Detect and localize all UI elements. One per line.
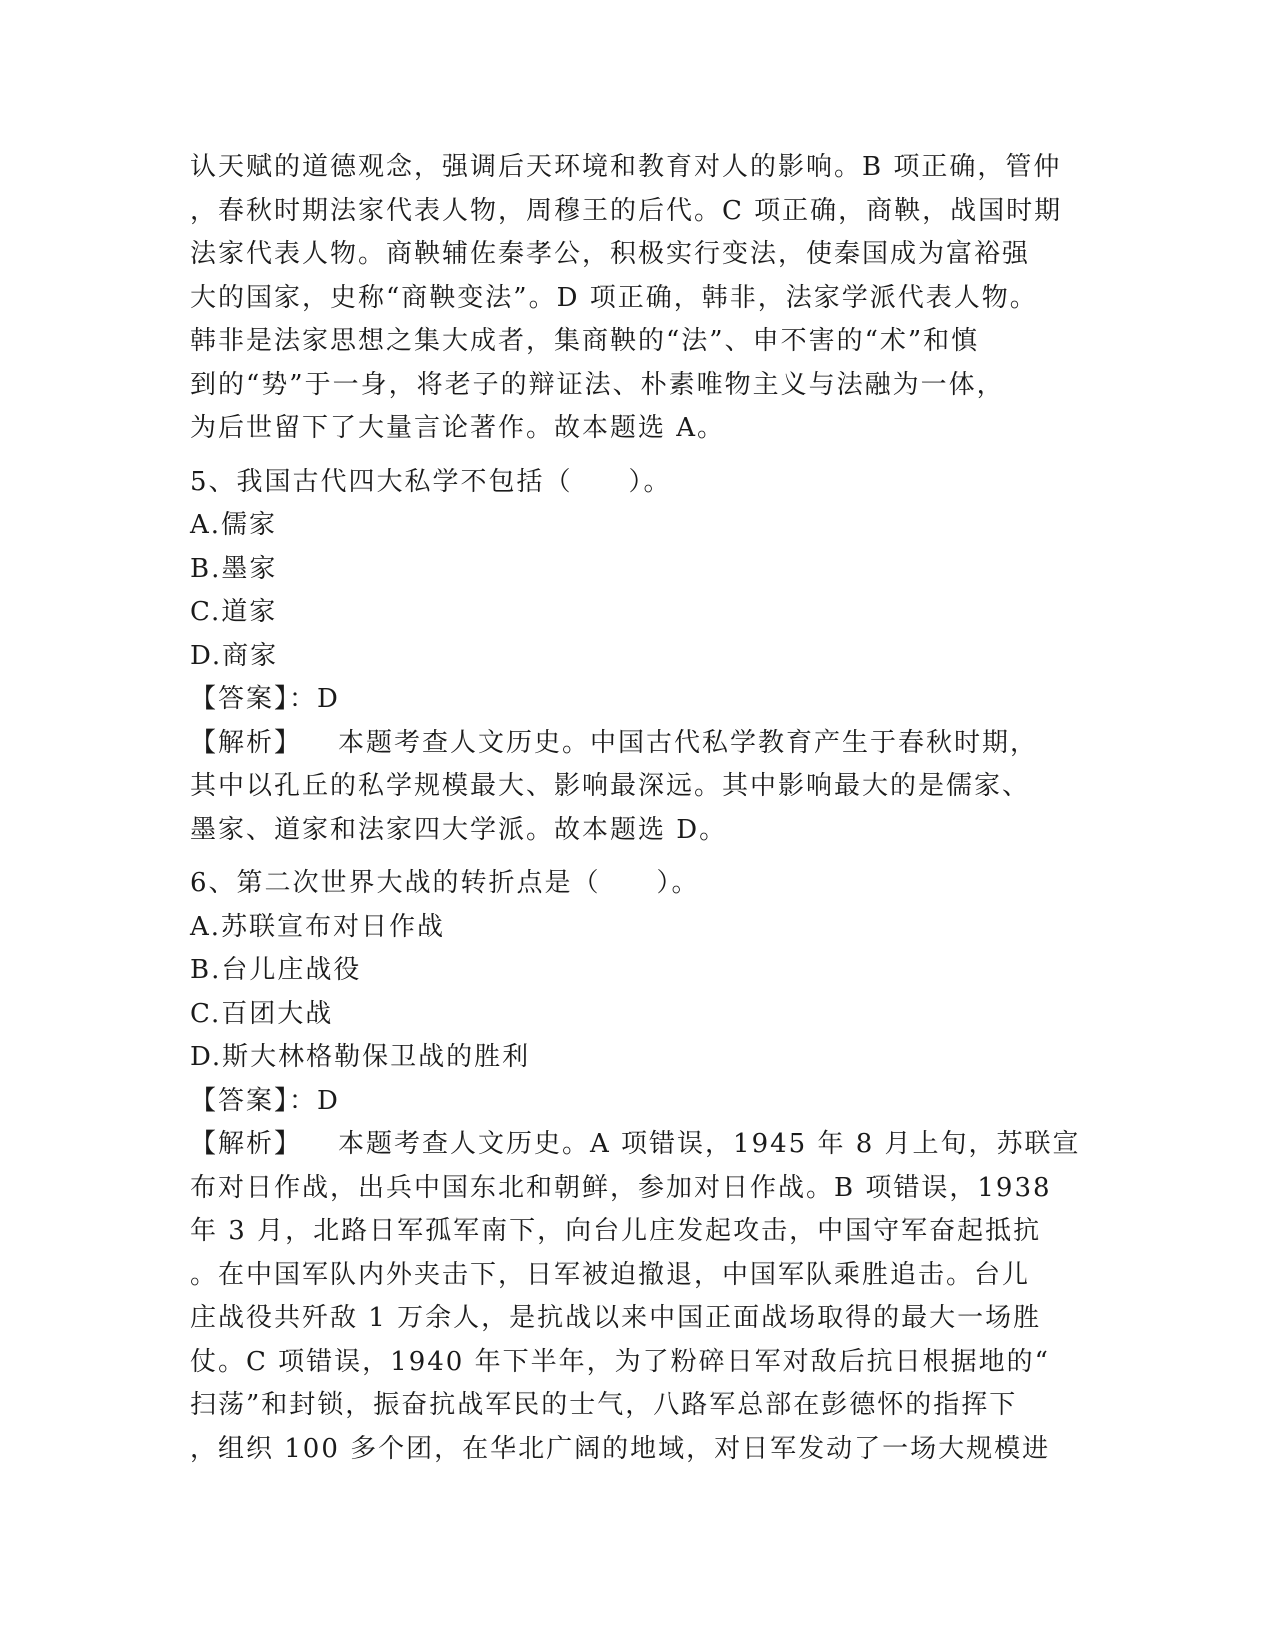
question-6 [190,862,1090,1471]
question-text: 6、第二次世界大战的转折点是（ ）。 [190,868,700,898]
text-line: 到的“势”于一身，将老子的辩证法、朴素唯物主义与法融为一体， [190,369,1005,400]
analysis-line [190,1123,1090,1167]
text-line: ，组织 100 多个团，在华北广阔的地域，对日军发动了一场大规模进 [190,1433,1051,1464]
answer-label: 【答案】： [190,1085,318,1116]
option-b: B.台儿庄战役 [190,955,362,985]
option-b: B.墨家 [190,553,278,584]
answer-label: 【答案】： [190,684,318,714]
document-page [190,146,1090,1471]
answer-line [190,1080,1090,1124]
analysis-text: 本题考查人文历史。A 项错误，1945 年 8 月上旬，苏联宣 [338,1129,1081,1159]
analysis-text: 本题考查人文历史。中国古代私学教育产生于春秋时期， [338,727,1039,758]
option-d: D.商家 [190,640,279,671]
text-line: 。在中国军队内外夹击下，日军被迫撤退，中国军队乘胜追击。台儿 [190,1259,1031,1290]
answer-line [190,678,1090,722]
text-line: 韩非是法家思想之集大成者，集商鞅的“法”、申不害的“术”和慎 [190,326,980,356]
previous-explanation [190,146,1090,451]
text-line: 年 3 月，北路日军孤军南下，向台儿庄发起攻击，中国守军奋起抵抗 [190,1216,1042,1246]
option-a: A.儒家 [190,510,278,540]
analysis-label: 【解析】 [190,727,303,758]
text-line: ，春秋时期法家代表人物，周穆王的后代。C 项正确，商鞅，战国时期 [190,195,1063,226]
question-5 [190,461,1090,853]
text-line: 认天赋的道德观念，强调后天环境和教育对人的影响。B 项正确，管仲 [190,152,1062,182]
text-line: 仗。C 项错误，1940 年下半年，为了粉碎日军对敌后抗日根据地的“ [190,1346,1050,1377]
text-line: 其中以孔丘的私学规模最大、影响最深远。其中影响最大的是儒家、 [190,771,1031,801]
text-line: 扫荡”和封锁，振奋抗战军民的士气，八路军总部在彭德怀的指挥下 [190,1390,1018,1420]
answer-value: D [317,684,340,714]
text-line: 庄战役共歼敌 1 万余人，是抗战以来中国正面战场取得的最大一场胜 [190,1303,1042,1333]
text-line: 为后世留下了大量言论著作。故本题选 A。 [190,413,726,443]
question-text: 5、我国古代四大私学不包括（ ）。 [190,466,672,497]
answer-value: D [317,1085,340,1116]
text-line: 法家代表人物。商鞅辅佐秦孝公，积极实行变法，使秦国成为富裕强 [190,239,1031,269]
text-line: 墨家、道家和法家四大学派。故本题选 D。 [190,814,728,845]
option-d: D.斯大林格勒保卫战的胜利 [190,1042,531,1072]
option-a: A.苏联宣布对日作战 [190,911,446,942]
text-line: 布对日作战，出兵中国东北和朝鲜，参加对日作战。B 项错误，1938 [190,1172,1052,1203]
analysis-label: 【解析】 [190,1129,303,1159]
text-line: 大的国家，史称“商鞅变法”。D 项正确，韩非，法家学派代表人物。 [190,282,1038,313]
option-c: C.百团大战 [190,998,334,1029]
option-c: C.道家 [190,597,278,627]
analysis-line [190,722,1090,766]
